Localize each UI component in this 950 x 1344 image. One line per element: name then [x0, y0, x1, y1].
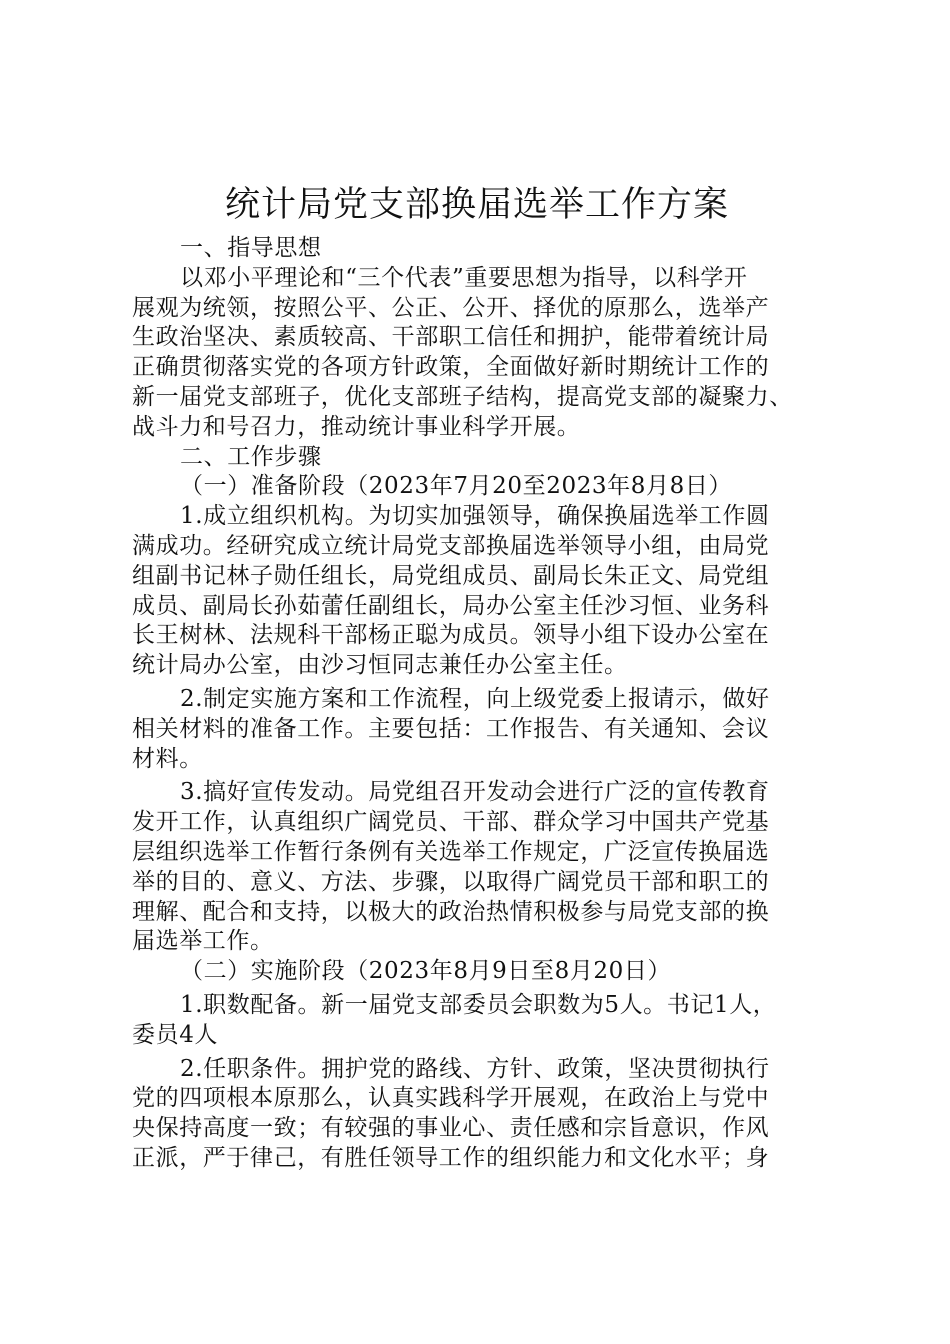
- document-title: 统计局党支部换届选举工作方案: [224, 185, 729, 225]
- body-line: 二、工作步骤: [180, 443, 322, 470]
- body-line: 组副书记林子勋任组长，局党组成员、副局长朱正文、局党组: [132, 562, 770, 589]
- body-line: 成员、副局长孙茹蕾任副组长，局办公室主任沙习恒、业务科: [132, 592, 770, 619]
- body-line: （一）准备阶段（2023年7月20至2023年8月8日）: [180, 473, 733, 500]
- body-line: 2.任职条件。拥护党的路线、方针、政策，坚决贯彻执行: [180, 1055, 770, 1082]
- body-line: 材料。: [132, 745, 203, 772]
- body-line: 正派，严于律己，有胜任领导工作的组织能力和文化水平；身: [132, 1144, 770, 1171]
- body-line: 统计局办公室，由沙习恒同志兼任办公室主任。: [132, 652, 628, 679]
- body-line: 战斗力和号召力，推动统计事业科学开展。: [132, 413, 581, 440]
- body-line: 1.职数配备。新一届党支部委员会职数为5人。书记1人，: [180, 991, 777, 1018]
- body-line: 相关材料的准备工作。主要包括：工作报告、有关通知、会议: [132, 715, 770, 742]
- document-body: [132, 234, 822, 1174]
- body-line: 展观为统领，按照公平、公正、公开、择优的原那么，选举产: [132, 294, 770, 321]
- body-line: 1.成立组织机构。为切实加强领导，确保换届选举工作圆: [180, 503, 770, 530]
- document-page: [132, 180, 822, 1174]
- body-line: 新一届党支部班子，优化支部班子结构，提高党支部的凝聚力、: [132, 383, 793, 410]
- body-line: 以邓小平理论和“三个代表”重要思想为指导，以科学开: [180, 264, 748, 291]
- body-line: 层组织选举工作暂行条例有关选举工作规定，广泛宣传换届选: [132, 838, 770, 865]
- body-line: 发开工作，认真组织广阔党员、干部、群众学习中国共产党基: [132, 809, 770, 836]
- body-line: 满成功。经研究成立统计局党支部换届选举领导小组，由局党: [132, 532, 770, 559]
- body-line: 理解、配合和支持，以极大的政治热情积极参与局党支部的换: [132, 898, 770, 925]
- body-line: 届选举工作。: [132, 928, 274, 955]
- body-line: 生政治坚决、素质较高、干部职工信任和拥护，能带着统计局: [132, 324, 770, 351]
- body-line: 正确贯彻落实党的各项方针政策，全面做好新时期统计工作的: [132, 354, 770, 381]
- body-line: 3.搞好宣传发动。局党组召开发动会进行广泛的宣传教育: [180, 779, 770, 806]
- body-line: 一、指导思想: [180, 235, 322, 261]
- body-line: 委员4人: [132, 1021, 219, 1048]
- body-line: （二）实施阶段（2023年8月9日至8月20日）: [180, 958, 672, 985]
- body-line: 央保持高度一致；有较强的事业心、责任感和宗旨意识，作风: [132, 1115, 770, 1142]
- body-line: 党的四项根本原那么，认真实践科学开展观，在政治上与党中: [132, 1085, 770, 1112]
- body-line: 举的目的、意义、方法、步骤，以取得广阔党员干部和职工的: [132, 868, 770, 895]
- body-line: 2.制定实施方案和工作流程，向上级党委上报请示，做好: [180, 685, 770, 712]
- body-line: 长王树林、法规科干部杨正聪为成员。领导小组下设办公室在: [132, 622, 770, 649]
